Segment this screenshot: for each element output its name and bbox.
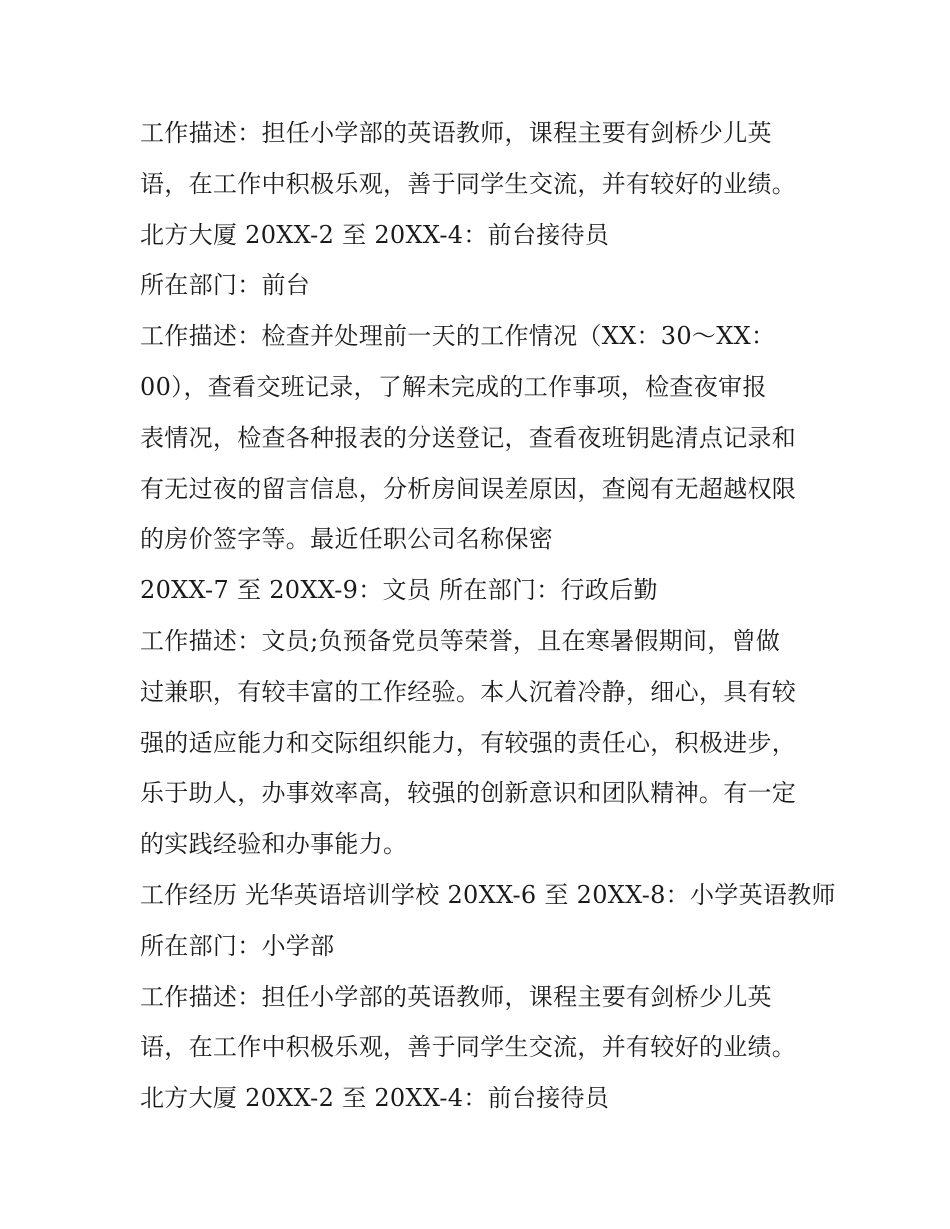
text-line: 北方大厦 20XX-2 至 20XX-4：前台接待员	[140, 220, 610, 249]
text-line: 工作描述：检查并处理前一天的工作情况（XX：30～XX：	[140, 322, 776, 351]
text-line: 强的适应能力和交际组织能力，有较强的责任心，积极进步，	[140, 728, 797, 757]
text-line: 所在部门：前台	[140, 271, 311, 300]
text-line: 乐于助人，办事效率高，较强的创新意识和团队精神。有一定	[140, 779, 797, 808]
text-line: 语，在工作中积极乐观，善于同学生交流，并有较好的业绩。	[140, 169, 797, 198]
text-line: 语，在工作中积极乐观，善于同学生交流，并有较好的业绩。	[140, 1033, 797, 1062]
text-line: 有无过夜的留言信息，分析房间误差原因，查阅有无超越权限	[140, 474, 797, 503]
text-line: 表情况，检查各种报表的分送登记，查看夜班钥匙清点记录和	[140, 423, 797, 452]
text-line: 过兼职，有较丰富的工作经验。本人沉着冷静，细心，具有较	[140, 677, 797, 706]
text-line: 所在部门：小学部	[140, 931, 335, 960]
text-line: 的房价签字等。最近任职公司名称保密	[140, 525, 554, 554]
document-body	[140, 108, 836, 1124]
text-line: 工作描述：文员;负预备党员等荣誉，且在寒暑假期间，曾做	[140, 626, 781, 655]
text-line: 北方大厦 20XX-2 至 20XX-4：前台接待员	[140, 1084, 610, 1113]
text-line: 工作描述：担任小学部的英语教师，课程主要有剑桥少儿英	[140, 982, 772, 1011]
text-line: 工作经历 光华英语培训学校 20XX-6 至 20XX-8：小学英语教师	[140, 880, 836, 909]
text-line: 00），查看交班记录，了解未完成的工作事项，检查夜审报	[140, 372, 767, 401]
text-line: 20XX-7 至 20XX-9：文员 所在部门：行政后勤	[140, 576, 658, 605]
text-line: 工作描述：担任小学部的英语教师，课程主要有剑桥少儿英	[140, 119, 772, 147]
text-line: 的实践经验和办事能力。	[140, 830, 408, 859]
